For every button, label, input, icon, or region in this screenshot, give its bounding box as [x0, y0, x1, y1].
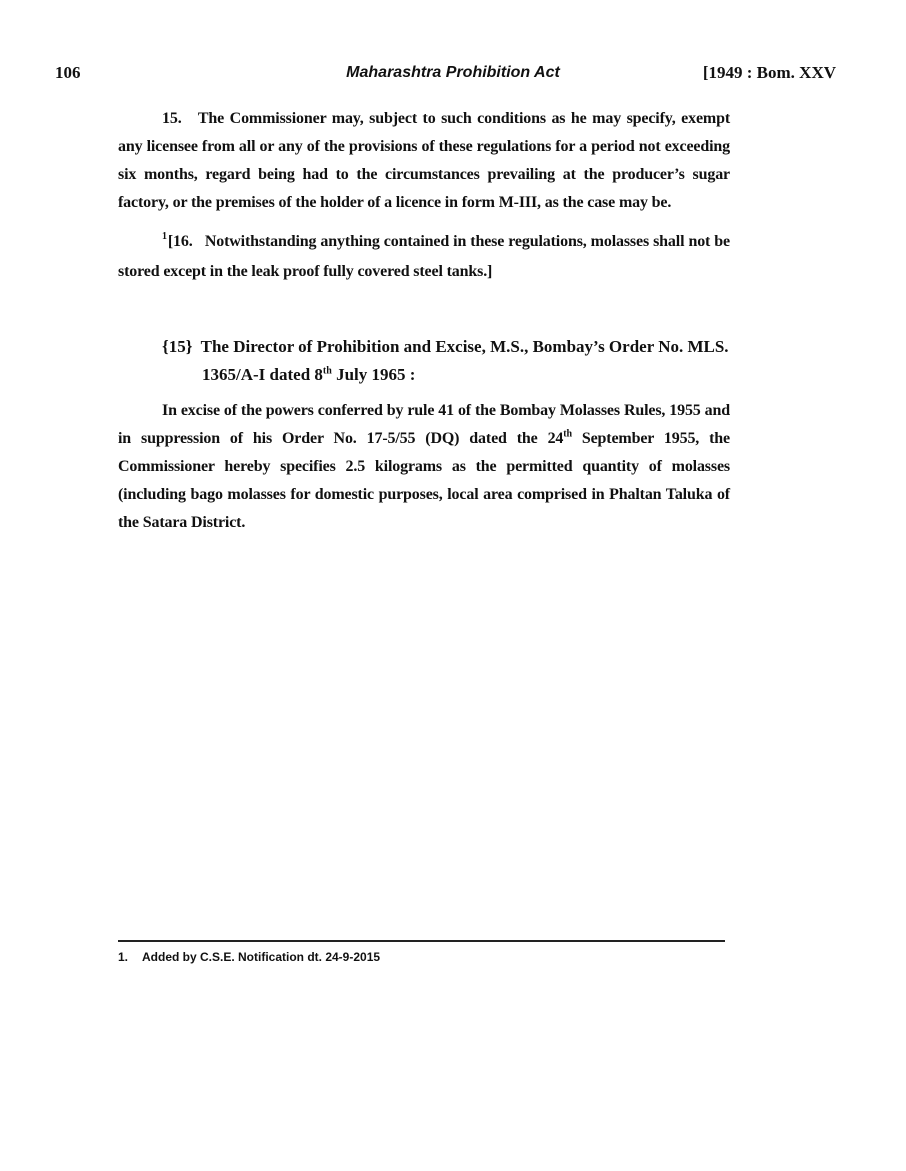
regulation-text: The Commissioner may, subject to such conditions as he may specify, exempt any licensee from all or any of the provisions of these regulations for a period not exceeding six months, regard being had to the circumstances prevailing at the producer’s sugar factory, or the premises of the holder of a licence in form M-III, as the case may be.	[118, 110, 730, 211]
footnote-text: Added by C.S.E. Notification dt. 24-9-2015	[142, 950, 381, 964]
running-title: Maharashtra Prohibition Act	[346, 64, 560, 81]
footnote	[118, 949, 380, 965]
page-number: 106	[55, 63, 81, 82]
footnote-rule	[118, 940, 725, 942]
order-heading-line2	[162, 361, 752, 389]
order-body-part2: September 1955, the Commissioner hereby specifies 2.5 kilograms as the permitted quantity of molasses (including bago molasses for domestic purposes, local area comprised in Phaltan Taluka of the Satara District.	[118, 430, 730, 531]
regulation-number: [16.	[167, 233, 193, 250]
footnote-number: 1.	[118, 950, 129, 964]
order-body	[118, 397, 730, 537]
regulation-16	[118, 228, 730, 286]
order-heading-line1: The Director of Prohibition and Excise, M.S., Bombay’s Order No. MLS.	[200, 337, 729, 356]
order-date-sup: th	[322, 365, 332, 377]
footnote-marker: 1	[162, 231, 167, 242]
order-number: {15}	[162, 337, 193, 356]
regulation-15	[118, 105, 730, 217]
order-body-part1: In excise of the powers conferred by rule 41 of the Bombay Molasses Rules, 1955 and in suppression of his Order No. 17-5/55 (DQ) dated the 24	[118, 402, 730, 447]
order-date-post: July 1965 :	[331, 365, 416, 384]
regulation-number: 15.	[162, 110, 182, 127]
act-reference: [1949 : Bom. XXV	[702, 63, 836, 82]
order-body-sup: th	[563, 428, 572, 440]
regulation-text: Notwithstanding anything contained in these regulations, molasses shall not be stored except in the leak proof fully covered steel tanks.]	[118, 233, 730, 280]
order-heading	[162, 333, 752, 389]
order-date-pre: 1365/A-I dated 8	[202, 365, 323, 384]
